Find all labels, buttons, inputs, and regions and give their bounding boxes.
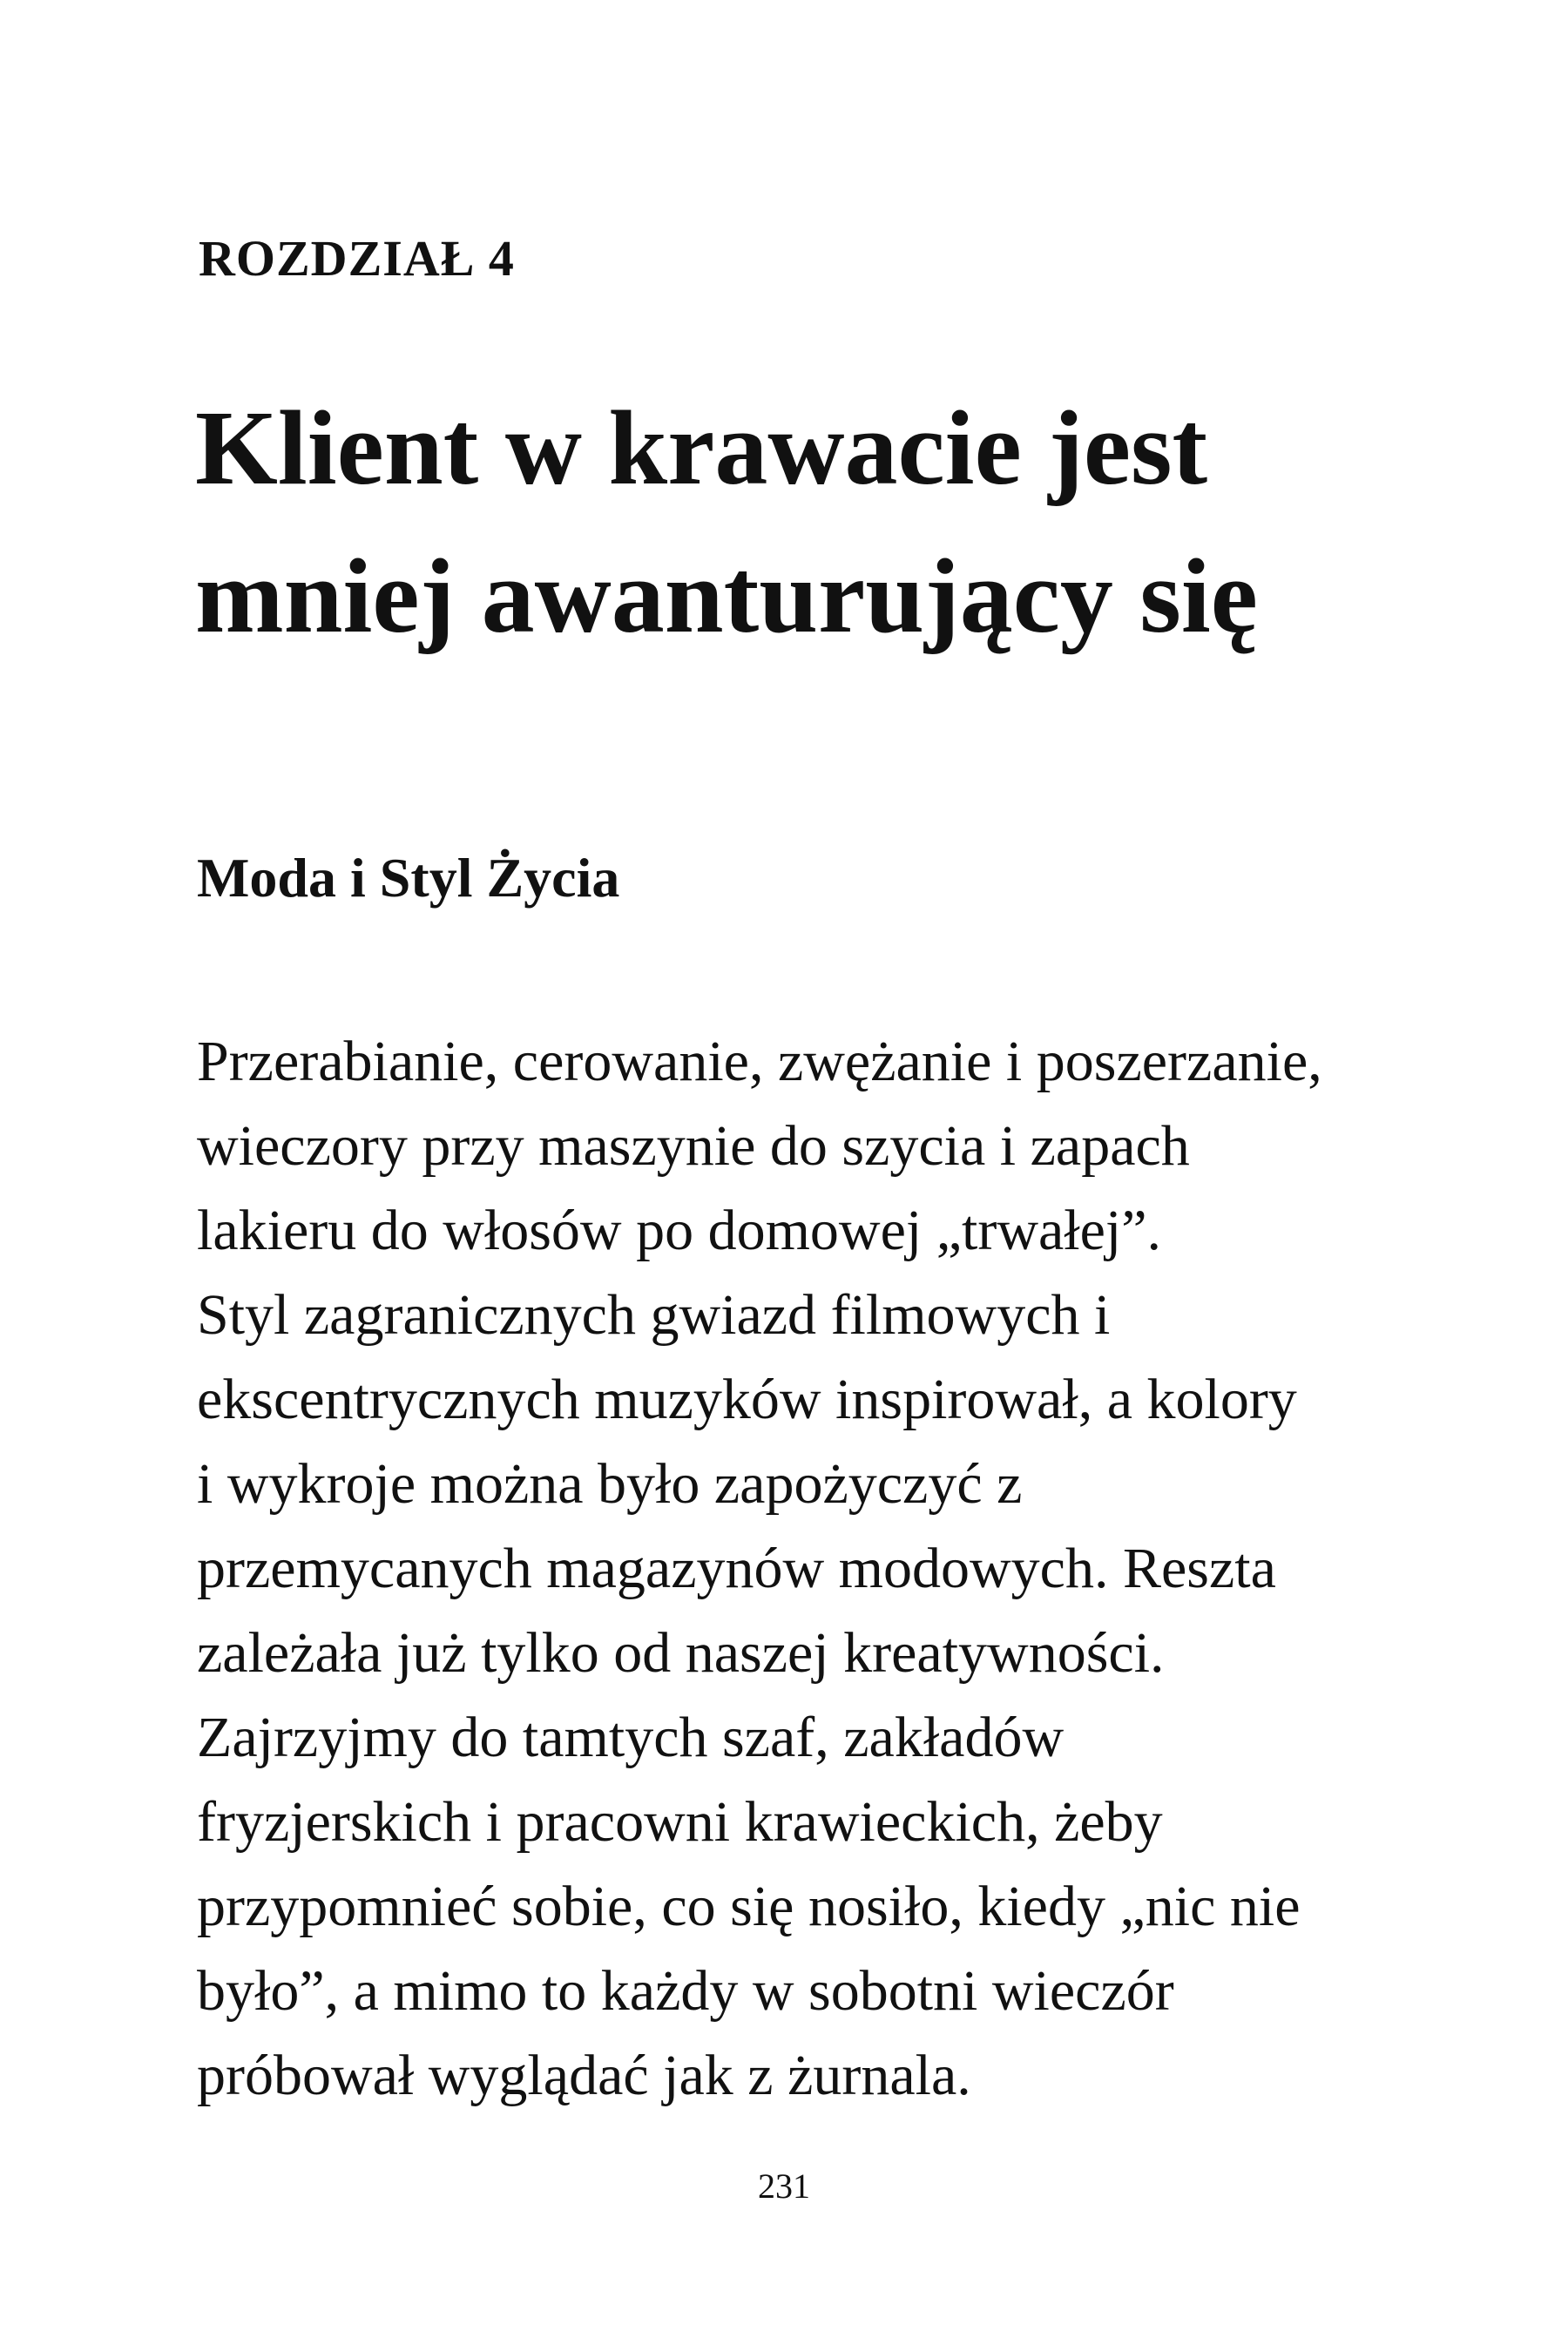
- chapter-title-line: Klient w krawacie jest: [195, 389, 1208, 507]
- body-line: Styl zagranicznych gwiazd filmowych i: [197, 1283, 1111, 1347]
- body-line: fryzjerskich i pracowni krawieckich, żeby: [197, 1790, 1163, 1854]
- section-heading: Moda i Styl Życia: [197, 847, 620, 909]
- page-number: 231: [758, 2166, 810, 2206]
- chapter-title-line: mniej awanturujący się: [195, 537, 1258, 655]
- body-line: przypomnieć sobie, co się nosiło, kiedy „nic nie: [197, 1875, 1301, 1938]
- body-line: było”, a mimo to każdy w sobotni wieczór: [197, 1959, 1174, 2023]
- body-line: wieczory przy maszynie do szycia i zapach: [197, 1114, 1190, 1178]
- chapter-title: [195, 375, 1467, 671]
- body-line: przemycanych magazynów modowych. Reszta: [197, 1537, 1276, 1600]
- body-line: ekscentrycznych muzyków inspirował, a kolory: [197, 1368, 1297, 1431]
- chapter-label: ROZDZIAŁ 4: [199, 230, 515, 287]
- body-line: próbował wyglądać jak z żurnala.: [197, 2044, 971, 2107]
- body-line: zależała już tylko od naszej kreatywności.: [197, 1621, 1165, 1685]
- body-paragraph: [197, 1019, 1486, 2118]
- body-line: i wykroje można było zapożyczyć z: [197, 1452, 1023, 1516]
- body-line: Zajrzyjmy do tamtych szaf, zakładów: [197, 1706, 1064, 1769]
- body-line: Przerabianie, cerowanie, zwężanie i poszerzanie,: [197, 1030, 1322, 1093]
- body-line: lakieru do włosów po domowej „trwałej”.: [197, 1199, 1162, 1262]
